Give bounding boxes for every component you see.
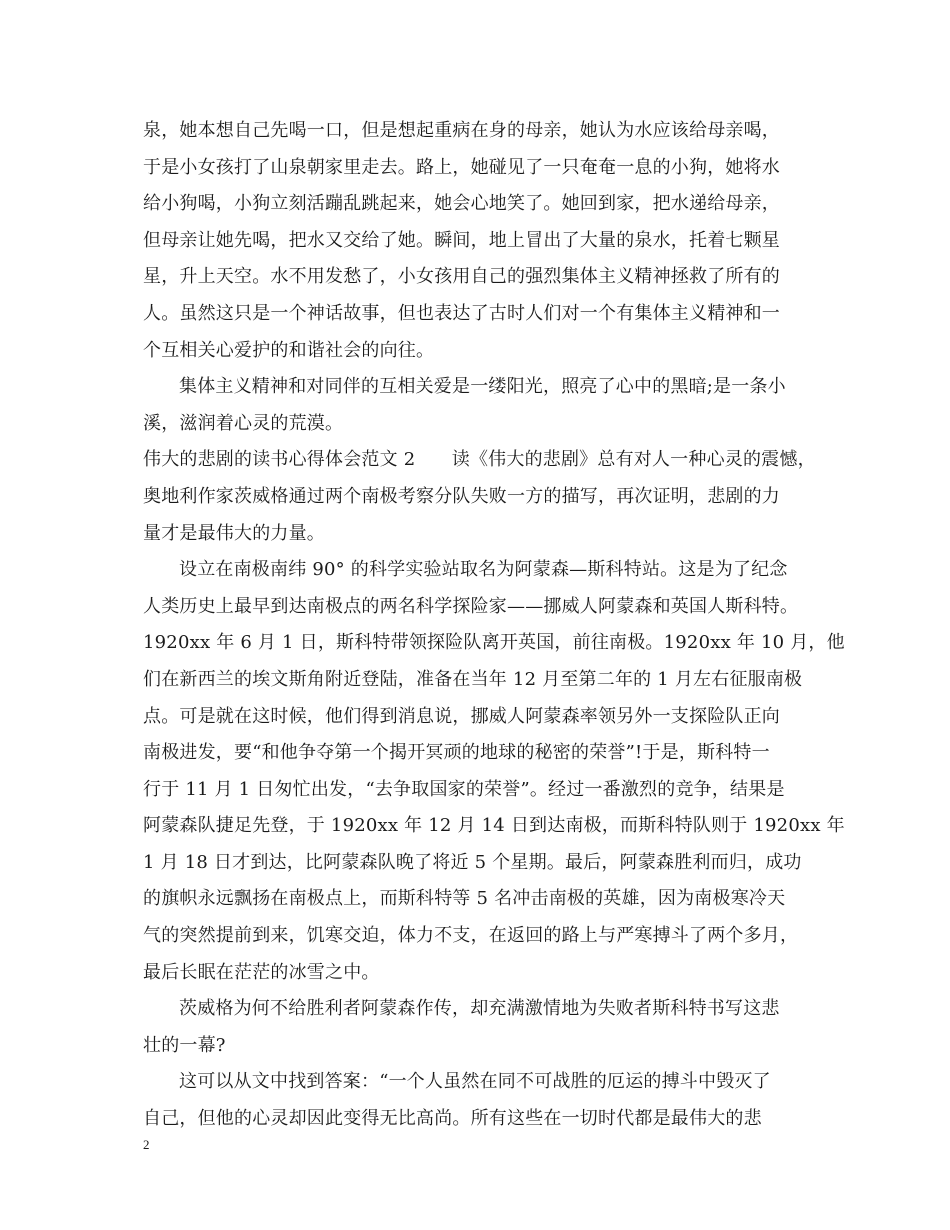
body-text [143,113,845,1138]
text-line: 南极进发，要“和他争夺第一个揭开冥顽的地球的秘密的荣誉”!于是，斯科特一 [143,742,770,764]
text-line: 茨威格为何不给胜利者阿蒙森作传，却充满激情地为失败者斯科特书写这悲 [179,998,780,1020]
section-heading-line: 伟大的悲剧的读书心得体会范文 2 读《伟大的悲剧》总有对人一种心灵的震憾， [143,449,816,471]
text-line: 但母亲让她先喝，把水又交给了她。瞬间，地上冒出了大量的泉水，托着七颗星 [143,229,780,251]
text-line: 于是小女孩打了山泉朝家里走去。路上，她碰见了一只奄奄一息的小狗，她将水 [143,156,780,178]
text-line: 人。虽然这只是一个神话故事，但也表达了古时人们对一个有集体主义精神和一 [143,302,780,324]
text-line: 奥地利作家茨威格通过两个南极考察分队失败一方的描写，再次证明，悲剧的力 [143,485,780,507]
text-line: 量才是最伟大的力量。 [143,522,325,544]
text-line: 的旗帜永远飘扬在南极点上，而斯科特等 5 名冲击南极的英雄，因为南极寒冷天 [143,888,786,910]
text-line: 气的突然提前到来，饥寒交迫，体力不支，在返回的路上与严寒搏斗了两个多月， [143,925,799,947]
text-line: 设立在南极南纬 90° 的科学实验站取名为阿蒙森—斯科特站。这是为了纪念 [179,559,788,581]
text-line: 个互相关心爱护的和谐社会的向往。 [143,339,435,361]
text-line: 行于 11 月 1 日匆忙出发，“去争取国家的荣誉”。经过一番激烈的竞争，结果是 [143,778,785,800]
text-line: 集体主义精神和对同伴的互相关爱是一缕阳光，照亮了心中的黑暗;是一条小 [179,376,786,398]
text-line: 泉，她本想自己先喝一口，但是想起重病在身的母亲，她认为水应该给母亲喝， [143,120,780,141]
text-line: 们在新西兰的埃文斯角附近登陆，准备在当年 12 月至第二年的 1 月左右征服南极 [143,668,803,690]
text-line: 点。可是就在这时候，他们得到消息说，挪威人阿蒙森率领另外一支探险队正向 [143,705,780,727]
text-line: 最后长眠在茫茫的冰雪之中。 [143,961,380,983]
text-line: 自己，但他的心灵却因此变得无比高尚。所有这些在一切时代都是最伟大的悲 [143,1108,762,1130]
text-line: 这可以从文中找到答案：“一个人虽然在同不可战胜的厄运的搏斗中毁灭了 [179,1071,771,1093]
text-line: 溪，滋润着心灵的荒漠。 [143,412,344,434]
text-line: 阿蒙森队捷足先登，于 1920xx 年 12 月 14 日到达南极，而斯科特队则于 1920xx 年 [143,815,845,837]
page-number: 2 [143,1137,150,1152]
text-line: 给小狗喝，小狗立刻活蹦乱跳起来，她会心地笑了。她回到家，把水递给母亲， [143,193,780,215]
text-line: 1 月 18 日才到达，比阿蒙森队晚了将近 5 个星期。最后，阿蒙森胜利而归，成功 [143,851,802,873]
text-line: 星，升上天空。水不用发愁了，小女孩用自己的强烈集体主义精神拯救了所有的 [143,266,780,288]
text-line: 1920xx 年 6 月 1 日，斯科特带领探险队离开英国，前往南极。1920xx 年 10 月，他 [143,632,845,654]
text-line: 人类历史上最早到达南极点的两名科学探险家——挪威人阿蒙森和英国人斯科特。 [143,595,799,617]
text-line: 壮的一幕? [143,1034,226,1056]
